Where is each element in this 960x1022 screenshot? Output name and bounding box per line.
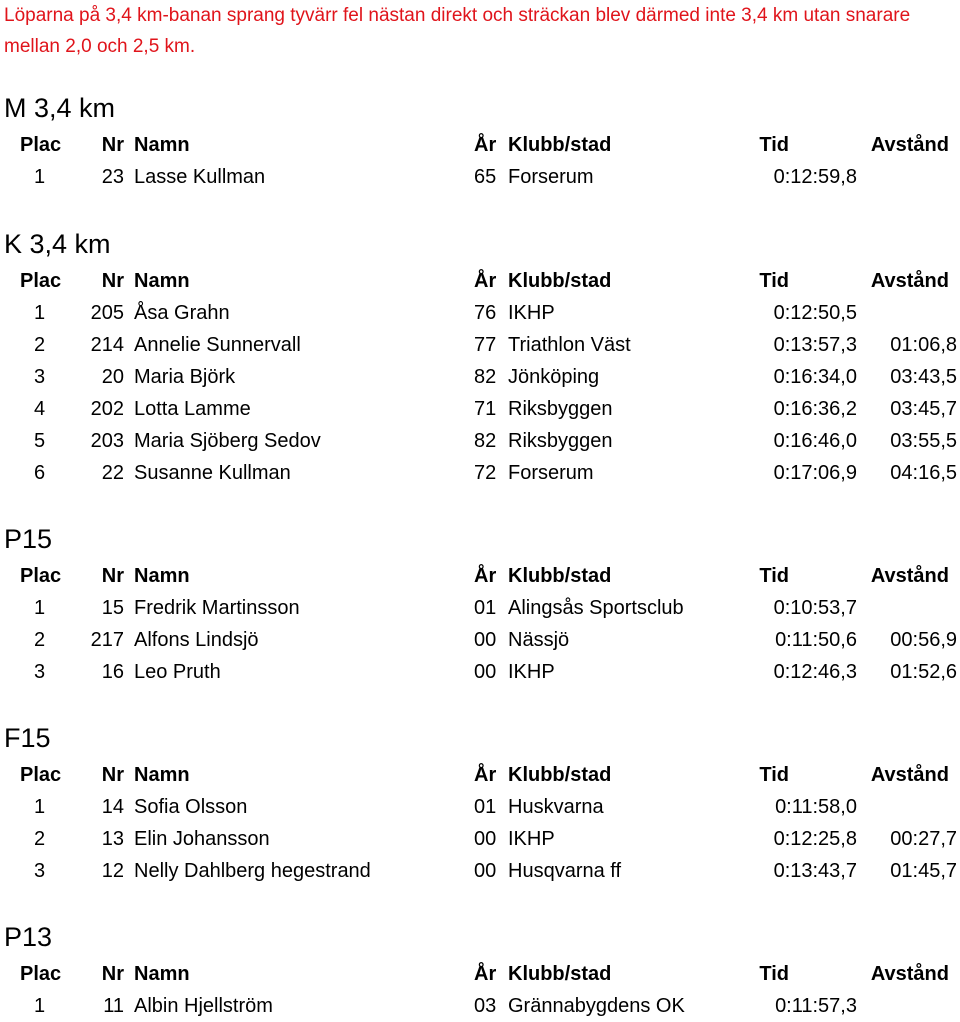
table-row [0,855,960,887]
cell-tid: 0:13:57,3 [773,334,857,356]
cell-plac: 6 [34,462,46,484]
cell-klubb: Riksbyggen [508,430,613,452]
column-header-avstand: Avstånd [870,134,949,156]
cell-tid: 0:11:57,3 [775,995,857,1017]
column-header-namn: Namn [134,963,190,985]
cell-nr: 205 [90,302,124,324]
section-title: K 3,4 km [4,229,111,259]
cell-avstand: 03:43,5 [890,366,957,388]
column-header-plac: Plac [20,134,62,156]
cell-nr: 217 [90,629,124,651]
cell-nr: 203 [90,430,124,452]
table-header [0,958,960,990]
column-header-tid: Tid [759,565,789,587]
cell-avstand: 03:45,7 [890,398,957,420]
cell-nr: 20 [101,366,124,388]
cell-nr: 13 [101,828,124,850]
cell-nr: 23 [101,166,124,188]
table-row [0,457,960,489]
column-header-ar: År [474,565,497,587]
cell-namn: Maria Sjöberg Sedov [134,430,321,452]
cell-klubb: IKHP [508,302,555,324]
column-header-klubb: Klubb/stad [508,565,612,587]
results-notice: Löparna på 3,4 km-banan sprang tyvärr fel nästan direkt och sträckan blev därmed inte 3,4 km utan snarare mellan 2,0 och 2,5 km. [4,5,911,57]
cell-avstand: 01:52,6 [890,661,957,683]
column-header-namn: Namn [134,134,190,156]
table-row [0,297,960,329]
cell-nr: 22 [101,462,124,484]
cell-tid: 0:13:43,7 [773,860,857,882]
table-row [0,361,960,393]
cell-namn: Susanne Kullman [134,462,291,484]
column-header-tid: Tid [759,963,789,985]
cell-ar: 01 [474,796,497,818]
cell-klubb: Riksbyggen [508,398,613,420]
cell-klubb: Grännabygdens OK [508,995,685,1017]
cell-tid: 0:11:50,6 [775,629,857,651]
cell-namn: Leo Pruth [134,661,221,683]
cell-plac: 1 [34,302,46,324]
table-header [0,759,960,791]
section-title: P13 [4,922,53,952]
cell-ar: 82 [474,366,497,388]
cell-ar: 77 [474,334,497,356]
cell-namn: Fredrik Martinsson [134,597,300,619]
cell-namn: Albin Hjellström [134,995,273,1017]
column-header-plac: Plac [20,565,62,587]
column-header-klubb: Klubb/stad [508,764,612,786]
cell-nr: 16 [101,661,124,683]
section-title: P15 [4,524,53,554]
cell-ar: 72 [474,462,497,484]
table-row [0,823,960,855]
cell-nr: 12 [101,860,124,882]
cell-klubb: Jönköping [508,366,600,388]
cell-plac: 1 [34,796,46,818]
cell-ar: 01 [474,597,497,619]
section-title: F15 [4,723,51,753]
cell-ar: 82 [474,430,497,452]
cell-plac: 1 [34,995,46,1017]
cell-tid: 0:17:06,9 [773,462,857,484]
column-header-namn: Namn [134,565,190,587]
table-row [0,425,960,457]
column-header-ar: År [474,134,497,156]
cell-klubb: IKHP [508,661,555,683]
cell-avstand: 00:27,7 [890,828,957,850]
column-header-plac: Plac [20,764,62,786]
column-header-klubb: Klubb/stad [508,963,612,985]
cell-nr: 15 [101,597,124,619]
column-header-namn: Namn [134,270,190,292]
cell-tid: 0:12:25,8 [773,828,857,850]
cell-namn: Nelly Dahlberg hegestrand [134,860,371,882]
column-header-nr: Nr [101,134,124,156]
cell-tid: 0:11:58,0 [775,796,857,818]
cell-namn: Sofia Olsson [134,796,248,818]
column-header-nr: Nr [101,963,124,985]
column-header-klubb: Klubb/stad [508,270,612,292]
table-header [0,265,960,297]
cell-namn: Åsa Grahn [134,302,230,324]
column-header-tid: Tid [759,764,789,786]
cell-plac: 5 [34,430,46,452]
cell-klubb: Nässjö [508,629,570,651]
cell-plac: 1 [34,166,46,188]
cell-ar: 00 [474,828,497,850]
cell-avstand: 04:16,5 [890,462,957,484]
cell-plac: 2 [34,334,46,356]
cell-ar: 65 [474,166,497,188]
cell-namn: Elin Johansson [134,828,270,850]
cell-tid: 0:12:59,8 [773,166,857,188]
cell-plac: 2 [34,629,46,651]
table-row [0,393,960,425]
column-header-avstand: Avstånd [870,565,949,587]
cell-ar: 71 [474,398,497,420]
column-header-avstand: Avstånd [870,270,949,292]
column-header-ar: År [474,764,497,786]
cell-namn: Maria Björk [134,366,236,388]
cell-tid: 0:16:34,0 [773,366,857,388]
column-header-ar: År [474,270,497,292]
cell-ar: 76 [474,302,497,324]
cell-ar: 00 [474,661,497,683]
cell-plac: 3 [34,661,46,683]
table-header [0,129,960,161]
cell-tid: 0:10:53,7 [773,597,857,619]
column-header-plac: Plac [20,963,62,985]
column-header-klubb: Klubb/stad [508,134,612,156]
cell-namn: Lotta Lamme [134,398,251,420]
column-header-plac: Plac [20,270,62,292]
cell-tid: 0:12:50,5 [773,302,857,324]
column-header-nr: Nr [101,764,124,786]
cell-plac: 3 [34,366,46,388]
column-header-nr: Nr [101,565,124,587]
cell-plac: 3 [34,860,46,882]
column-header-avstand: Avstånd [870,764,949,786]
table-row [0,624,960,656]
table-header [0,560,960,592]
cell-avstand: 01:06,8 [890,334,957,356]
cell-klubb: Forserum [508,166,594,188]
column-header-tid: Tid [759,134,789,156]
table-row [0,656,960,688]
table-row [0,161,960,193]
cell-klubb: Alingsås Sportsclub [508,597,684,619]
cell-tid: 0:16:36,2 [773,398,857,420]
cell-klubb: Forserum [508,462,594,484]
cell-tid: 0:16:46,0 [773,430,857,452]
cell-ar: 00 [474,860,497,882]
table-row [0,990,960,1022]
cell-nr: 11 [103,995,124,1017]
cell-avstand: 01:45,7 [890,860,957,882]
table-row [0,329,960,361]
table-row [0,592,960,624]
column-header-namn: Namn [134,764,190,786]
cell-namn: Annelie Sunnervall [134,334,301,356]
cell-plac: 2 [34,828,46,850]
cell-nr: 214 [90,334,124,356]
column-header-avstand: Avstånd [870,963,949,985]
cell-ar: 00 [474,629,497,651]
cell-namn: Alfons Lindsjö [134,629,259,651]
cell-plac: 1 [34,597,46,619]
cell-tid: 0:12:46,3 [773,661,857,683]
column-header-nr: Nr [101,270,124,292]
cell-avstand: 00:56,9 [890,629,957,651]
cell-plac: 4 [34,398,46,420]
cell-klubb: Husqvarna ff [508,860,622,882]
column-header-tid: Tid [759,270,789,292]
cell-nr: 202 [90,398,124,420]
cell-avstand: 03:55,5 [890,430,957,452]
cell-klubb: Triathlon Väst [508,334,631,356]
column-header-ar: År [474,963,497,985]
section-title: M 3,4 km [4,93,116,123]
cell-nr: 14 [101,796,124,818]
cell-klubb: IKHP [508,828,555,850]
table-row [0,791,960,823]
cell-ar: 03 [474,995,497,1017]
cell-namn: Lasse Kullman [134,166,266,188]
cell-klubb: Huskvarna [508,796,604,818]
